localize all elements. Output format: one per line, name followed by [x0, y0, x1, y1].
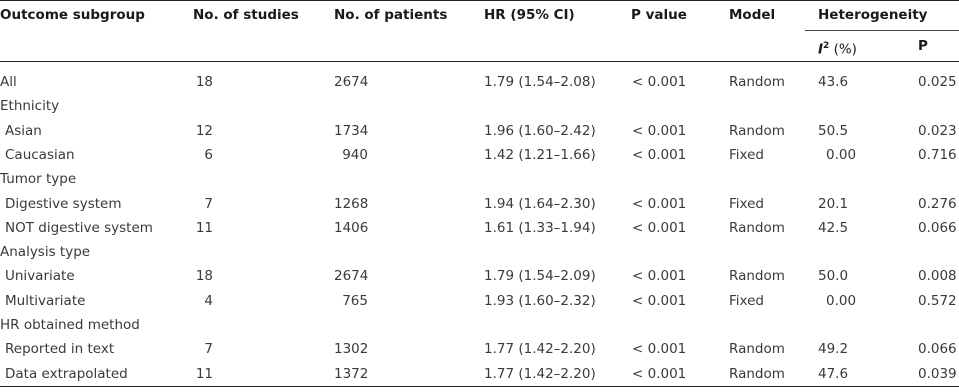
- patients-cell: 1734: [334, 123, 369, 139]
- heterogeneity-p-cell: 0.008: [918, 268, 957, 284]
- model-cell: Random: [729, 341, 785, 357]
- p-value-cell: < 0.001: [632, 366, 687, 382]
- i-squared-cell: 42.5: [818, 220, 849, 236]
- header-p-value: P value: [631, 7, 687, 23]
- p-value-cell: < 0.001: [632, 123, 687, 139]
- studies-cell: 4: [204, 293, 213, 309]
- top-rule: [0, 0, 959, 1]
- i-squared-cell: 50.0: [818, 268, 849, 284]
- i-squared-cell: 20.1: [818, 196, 849, 212]
- studies-cell: 11: [195, 366, 213, 382]
- row-label: Data extrapolated: [5, 366, 128, 382]
- studies-cell: 6: [204, 147, 213, 163]
- p-value-cell: < 0.001: [632, 147, 687, 163]
- patients-cell: 1372: [334, 366, 369, 382]
- group-label: Tumor type: [0, 171, 77, 187]
- row-label: Reported in text: [5, 341, 115, 357]
- hr-cell: 1.61 (1.33–1.94): [484, 220, 596, 236]
- group-label: Ethnicity: [0, 98, 60, 114]
- hr-cell: 1.42 (1.21–1.66): [484, 147, 596, 163]
- model-cell: Fixed: [729, 293, 764, 309]
- model-cell: Fixed: [729, 196, 764, 212]
- studies-cell: 11: [195, 220, 213, 236]
- row-label: Digestive system: [5, 196, 122, 212]
- i-squared-cell: 49.2: [818, 341, 849, 357]
- header-bottom-rule: [0, 61, 959, 62]
- p-value-cell: < 0.001: [632, 341, 687, 357]
- model-cell: Random: [729, 123, 785, 139]
- studies-cell: 12: [195, 123, 213, 139]
- heterogeneity-p-cell: 0.023: [918, 123, 957, 139]
- p-value-cell: < 0.001: [632, 74, 687, 90]
- patients-cell: 1302: [334, 341, 369, 357]
- i-squared-unit: (%): [829, 41, 857, 58]
- header-outcome-subgroup: Outcome subgroup: [0, 7, 145, 23]
- p-value-cell: < 0.001: [632, 196, 687, 212]
- heterogeneity-p-cell: 0.066: [918, 341, 957, 357]
- i-squared-superscript: 2: [823, 41, 830, 51]
- heterogeneity-p-cell: 0.025: [918, 74, 957, 90]
- hr-cell: 1.93 (1.60–2.32): [484, 293, 596, 309]
- patients-cell: 765: [342, 293, 368, 309]
- i-squared-symbol: I: [818, 41, 824, 58]
- studies-cell: 7: [204, 341, 213, 357]
- heterogeneity-p-cell: 0.276: [918, 196, 957, 212]
- row-label: Caucasian: [5, 147, 75, 163]
- i-squared-cell: 43.6: [818, 74, 849, 90]
- header-no-patients: No. of patients: [334, 7, 448, 23]
- heterogeneity-p-cell: 0.039: [918, 366, 957, 382]
- p-value-cell: < 0.001: [632, 268, 687, 284]
- studies-cell: 7: [204, 196, 213, 212]
- patients-cell: 1268: [334, 196, 369, 212]
- header-hr-ci: HR (95% CI): [484, 7, 575, 23]
- p-value-cell: < 0.001: [632, 220, 687, 236]
- patients-cell: 2674: [334, 74, 369, 90]
- heterogeneity-p-cell: 0.066: [918, 220, 957, 236]
- header-heterogeneity: Heterogeneity: [818, 7, 928, 23]
- row-label: All: [0, 74, 17, 90]
- model-cell: Random: [729, 220, 785, 236]
- hr-cell: 1.77 (1.42–2.20): [484, 366, 596, 382]
- heterogeneity-p-cell: 0.716: [918, 147, 957, 163]
- patients-cell: 940: [342, 147, 368, 163]
- header-no-studies: No. of studies: [193, 7, 299, 23]
- p-value-cell: < 0.001: [632, 293, 687, 309]
- hr-cell: 1.79 (1.54–2.09): [484, 268, 596, 284]
- hr-cell: 1.96 (1.60–2.42): [484, 123, 596, 139]
- model-cell: Random: [729, 74, 785, 90]
- heterogeneity-rule: [805, 30, 959, 31]
- row-label: Asian: [5, 123, 42, 139]
- i-squared-cell: 0.00: [826, 293, 857, 309]
- studies-cell: 18: [195, 74, 213, 90]
- group-label: Analysis type: [0, 244, 91, 260]
- studies-cell: 18: [195, 268, 213, 284]
- hr-cell: 1.79 (1.54–2.08): [484, 74, 596, 90]
- model-cell: Random: [729, 268, 785, 284]
- i-squared-cell: 47.6: [818, 366, 849, 382]
- model-cell: Fixed: [729, 147, 764, 163]
- bottom-rule: [0, 386, 959, 387]
- model-cell: Random: [729, 366, 785, 382]
- patients-cell: 2674: [334, 268, 369, 284]
- heterogeneity-p-cell: 0.572: [918, 293, 957, 309]
- hr-cell: 1.94 (1.64–2.30): [484, 196, 596, 212]
- i-squared-cell: 50.5: [818, 123, 849, 139]
- group-label: HR obtained method: [0, 317, 140, 333]
- row-label: Multivariate: [5, 293, 86, 309]
- row-label: Univariate: [5, 268, 75, 284]
- row-label: NOT digestive system: [5, 220, 153, 236]
- header-heterogeneity-p: P: [918, 38, 928, 54]
- i-squared-cell: 0.00: [826, 147, 857, 163]
- header-model: Model: [729, 7, 776, 23]
- patients-cell: 1406: [334, 220, 369, 236]
- hr-cell: 1.77 (1.42–2.20): [484, 341, 596, 357]
- header-i-squared: [818, 38, 857, 58]
